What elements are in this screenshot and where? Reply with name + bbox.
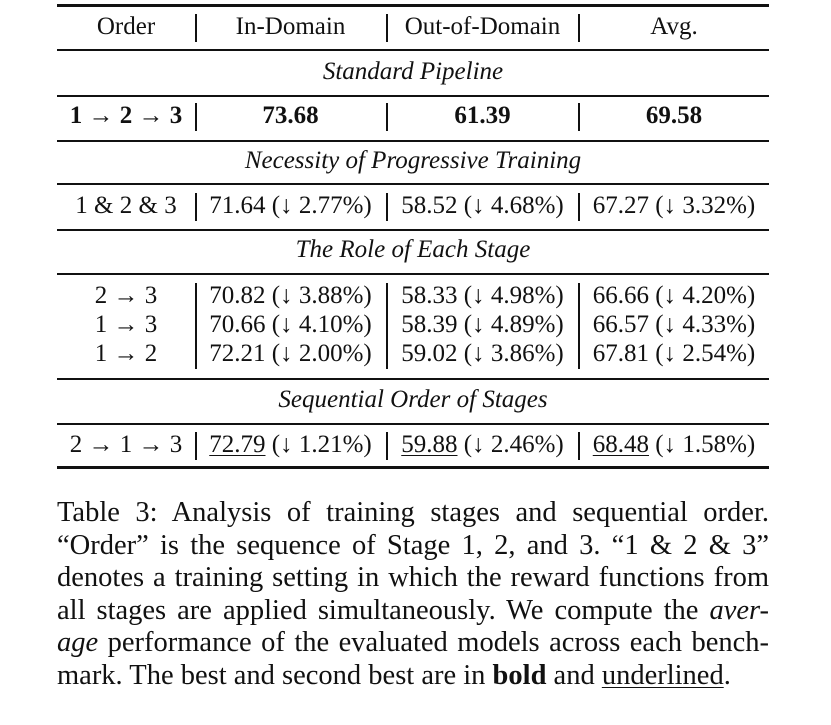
header-divider (195, 14, 197, 42)
row-in-domain: 73.68 (262, 102, 319, 129)
header-order: Order (96, 13, 156, 40)
caption-line: all stages are applied simultaneously. We compute the aver- (57, 594, 769, 626)
row-order: 1 → 3 (94, 311, 158, 338)
row-avg: 66.66 (↓ 4.20%) (592, 282, 756, 309)
row-divider (578, 283, 580, 369)
row-divider (195, 283, 197, 369)
row-out-of-domain: 58.39 (↓ 4.89%) (401, 311, 564, 338)
row-in-domain: 71.64 (↓ 2.77%) (209, 192, 372, 219)
table-caption (57, 497, 769, 692)
row-divider (386, 103, 388, 131)
row-in-domain: 72.79 (↓ 1.21%) (209, 431, 372, 458)
caption-line: denotes a training setting in which the reward functions from (57, 562, 769, 593)
caption-line: Table 3: Analysis of training stages and sequential order. (57, 497, 769, 528)
row-divider (195, 193, 197, 221)
bottom-rule (57, 466, 769, 469)
section-rule (57, 378, 769, 380)
row-out-of-domain: 58.33 (↓ 4.98%) (401, 282, 564, 309)
section-rule (57, 140, 769, 142)
section-rule (57, 273, 769, 275)
row-avg: 68.48 (↓ 1.58%) (592, 431, 756, 458)
header-rule (57, 49, 769, 51)
row-avg: 67.27 (↓ 3.32%) (592, 192, 756, 219)
row-in-domain: 72.21 (↓ 2.00%) (209, 340, 372, 367)
row-in-domain: 70.66 (↓ 4.10%) (209, 311, 372, 338)
section-title-role-of-each-stage: The Role of Each Stage (295, 236, 531, 263)
row-order: 1 → 2 → 3 (69, 102, 183, 129)
row-order: 1 & 2 & 3 (75, 192, 177, 219)
section-title-sequential-order: Sequential Order of Stages (278, 386, 548, 413)
row-divider (386, 283, 388, 369)
row-divider (578, 193, 580, 221)
section-rule (57, 229, 769, 231)
row-order: 1 → 2 (94, 340, 158, 367)
row-divider (195, 103, 197, 131)
top-rule (57, 4, 769, 7)
row-out-of-domain: 59.02 (↓ 3.86%) (401, 340, 564, 367)
row-divider (386, 193, 388, 221)
caption-line: “Order” is the sequence of Stage 1, 2, and 3. “1 & 2 & 3” (57, 529, 769, 561)
section-rule (57, 423, 769, 425)
row-divider (386, 432, 388, 460)
row-in-domain: 70.82 (↓ 3.88%) (209, 282, 372, 309)
row-avg: 67.81 (↓ 2.54%) (592, 340, 756, 367)
header-divider (578, 14, 580, 42)
row-out-of-domain: 61.39 (454, 102, 511, 129)
header-divider (386, 14, 388, 42)
row-divider (578, 432, 580, 460)
caption-line: mark. The best and second best are in bold and underlined. (57, 659, 731, 691)
row-divider (578, 103, 580, 131)
row-order: 2 → 1 → 3 (69, 431, 183, 458)
section-title-standard-pipeline: Standard Pipeline (322, 58, 504, 85)
row-order: 2 → 3 (94, 282, 158, 309)
row-out-of-domain: 59.88 (↓ 2.46%) (401, 431, 564, 458)
header-in-domain: In-Domain (235, 13, 346, 40)
caption-line: age performance of the evaluated models across each bench- (57, 627, 769, 658)
section-rule (57, 183, 769, 185)
header-out-of-domain: Out-of-Domain (404, 13, 561, 40)
section-title-progressive-training: Necessity of Progressive Training (244, 147, 582, 174)
row-avg: 69.58 (645, 102, 703, 129)
header-avg: Avg. (650, 13, 698, 40)
row-avg: 66.57 (↓ 4.33%) (592, 311, 756, 338)
row-divider (195, 432, 197, 460)
section-rule (57, 95, 769, 97)
caption-label: Table 3: (57, 497, 158, 528)
row-out-of-domain: 58.52 (↓ 4.68%) (401, 192, 564, 219)
